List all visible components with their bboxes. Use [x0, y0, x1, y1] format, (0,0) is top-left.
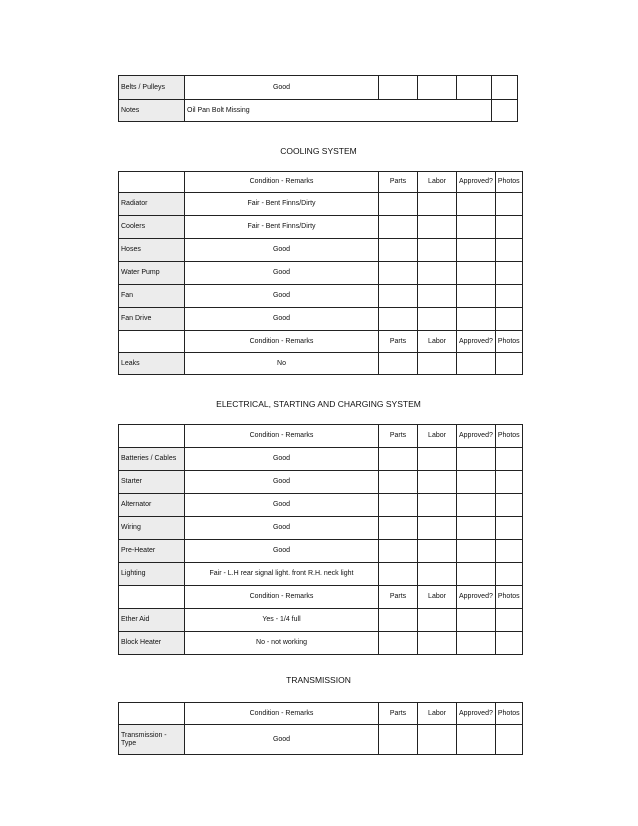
parts-cell [379, 540, 418, 563]
item-label: Lighting [119, 563, 185, 586]
approved-cell [457, 239, 496, 262]
approved-cell [457, 448, 496, 471]
table-row [119, 76, 518, 100]
parts-cell [379, 609, 418, 632]
labor-header: Labor [418, 172, 457, 193]
approved-cell [457, 563, 496, 586]
labor-cell [418, 239, 457, 262]
condition-header: Condition - Remarks [185, 172, 379, 193]
photos-cell [495, 471, 522, 494]
item-label: Wiring [119, 517, 185, 540]
condition-header: Condition - Remarks [185, 425, 379, 448]
labor-cell [418, 262, 457, 285]
labor-cell [418, 494, 457, 517]
item-label: Coolers [119, 216, 185, 239]
item-label: Transmission - Type [119, 725, 185, 755]
photos-cell [495, 725, 522, 755]
notes-text: Oil Pan Bolt Missing [185, 100, 492, 122]
condition-remark: No - not working [185, 632, 379, 655]
condition-remark: Good [185, 285, 379, 308]
approved-header: Approved? [457, 331, 496, 353]
approved-cell [457, 353, 496, 375]
labor-cell [418, 609, 457, 632]
condition-header: Condition - Remarks [185, 586, 379, 609]
approved-header: Approved? [457, 703, 496, 725]
photos-header: Photos [495, 425, 522, 448]
header-row [119, 172, 523, 193]
photos-cell [495, 262, 522, 285]
item-label: Leaks [119, 353, 185, 375]
table-row [119, 239, 523, 262]
photos-header: Photos [495, 586, 522, 609]
header-row [119, 331, 523, 353]
item-label: Pre-Heater [119, 540, 185, 563]
labor-cell [418, 725, 457, 755]
item-label: Hoses [119, 239, 185, 262]
condition-remark: Good [185, 448, 379, 471]
parts-cell [379, 285, 418, 308]
condition-remark: Good [185, 540, 379, 563]
approved-cell [457, 262, 496, 285]
table-row [119, 725, 523, 755]
table-row [119, 262, 523, 285]
parts-cell [379, 262, 418, 285]
labor-cell [418, 471, 457, 494]
item-header [119, 586, 185, 609]
item-header [119, 703, 185, 725]
item-label: Belts / Pulleys [119, 76, 185, 100]
table-row [119, 471, 523, 494]
parts-cell [379, 353, 418, 375]
approved-header: Approved? [457, 586, 496, 609]
header-row [119, 425, 523, 448]
photos-cell [495, 609, 522, 632]
section-title-transmission: TRANSMISSION [286, 675, 351, 685]
header-row [119, 586, 523, 609]
item-label: Water Pump [119, 262, 185, 285]
condition-remark: Good [185, 76, 379, 100]
item-header [119, 172, 185, 193]
photos-cell [495, 285, 522, 308]
approved-cell [457, 471, 496, 494]
photos-cell [495, 353, 522, 375]
labor-header: Labor [418, 331, 457, 353]
parts-cell [379, 239, 418, 262]
table-row [119, 100, 518, 122]
approved-cell [457, 632, 496, 655]
photos-cell [495, 448, 522, 471]
condition-remark: Good [185, 471, 379, 494]
parts-cell [379, 216, 418, 239]
photos-cell [495, 494, 522, 517]
labor-header: Labor [418, 586, 457, 609]
approved-cell [457, 540, 496, 563]
item-label: Fan Drive [119, 308, 185, 331]
condition-remark: Fair - L.H rear signal light. front R.H. neck light [185, 563, 379, 586]
parts-cell [379, 517, 418, 540]
approved-cell [457, 193, 496, 216]
photos-cell [495, 216, 522, 239]
item-label: Fan [119, 285, 185, 308]
labor-cell [418, 308, 457, 331]
table-row [119, 285, 523, 308]
item-label: Batteries / Cables [119, 448, 185, 471]
photos-cell [495, 239, 522, 262]
labor-cell [418, 632, 457, 655]
approved-cell [457, 76, 492, 100]
approved-cell [457, 609, 496, 632]
item-header [119, 425, 185, 448]
item-label: Starter [119, 471, 185, 494]
header-row [119, 703, 523, 725]
engine-table-tail [118, 75, 518, 122]
labor-header: Labor [418, 703, 457, 725]
condition-remark: Fair - Bent Finns/Dirty [185, 216, 379, 239]
condition-remark: Good [185, 262, 379, 285]
photos-cell [495, 632, 522, 655]
table-row [119, 448, 523, 471]
condition-remark: Yes - 1/4 full [185, 609, 379, 632]
item-label: Radiator [119, 193, 185, 216]
parts-cell [379, 725, 418, 755]
condition-remark: Good [185, 494, 379, 517]
table-row [119, 517, 523, 540]
photos-header: Photos [495, 172, 522, 193]
parts-cell [379, 76, 418, 100]
labor-cell [418, 563, 457, 586]
photos-cell [495, 563, 522, 586]
photos-header: Photos [495, 703, 522, 725]
photos-cell [492, 76, 518, 100]
condition-remark: Good [185, 725, 379, 755]
photos-cell [492, 100, 518, 122]
photos-cell [495, 308, 522, 331]
table-row [119, 308, 523, 331]
condition-remark: Good [185, 308, 379, 331]
item-label: Ether Aid [119, 609, 185, 632]
parts-header: Parts [379, 331, 418, 353]
table-row [119, 353, 523, 375]
parts-cell [379, 494, 418, 517]
parts-cell [379, 471, 418, 494]
approved-cell [457, 517, 496, 540]
labor-cell [418, 193, 457, 216]
condition-header: Condition - Remarks [185, 703, 379, 725]
table-row [119, 609, 523, 632]
approved-cell [457, 285, 496, 308]
approved-cell [457, 308, 496, 331]
approved-header: Approved? [457, 425, 496, 448]
approved-header: Approved? [457, 172, 496, 193]
labor-cell [418, 353, 457, 375]
electrical-table [118, 424, 523, 655]
table-row [119, 216, 523, 239]
item-label: Alternator [119, 494, 185, 517]
condition-remark: No [185, 353, 379, 375]
table-row [119, 632, 523, 655]
item-label: Notes [119, 100, 185, 122]
table-row [119, 193, 523, 216]
parts-header: Parts [379, 703, 418, 725]
approved-cell [457, 494, 496, 517]
condition-remark: Good [185, 239, 379, 262]
photos-cell [495, 517, 522, 540]
condition-header: Condition - Remarks [185, 331, 379, 353]
photos-cell [495, 193, 522, 216]
parts-cell [379, 448, 418, 471]
labor-cell [418, 448, 457, 471]
item-header [119, 331, 185, 353]
labor-cell [418, 285, 457, 308]
table-row [119, 494, 523, 517]
table-row [119, 540, 523, 563]
approved-cell [457, 725, 496, 755]
photos-header: Photos [495, 331, 522, 353]
labor-cell [418, 216, 457, 239]
table-row [119, 563, 523, 586]
section-title-electrical: ELECTRICAL, STARTING AND CHARGING SYSTEM [216, 399, 421, 409]
parts-header: Parts [379, 586, 418, 609]
item-label: Block Heater [119, 632, 185, 655]
photos-cell [495, 540, 522, 563]
parts-header: Parts [379, 172, 418, 193]
labor-header: Labor [418, 425, 457, 448]
parts-cell [379, 308, 418, 331]
condition-remark: Fair - Bent Finns/Dirty [185, 193, 379, 216]
parts-cell [379, 563, 418, 586]
section-title-cooling: COOLING SYSTEM [280, 146, 357, 156]
parts-cell [379, 632, 418, 655]
parts-cell [379, 193, 418, 216]
labor-cell [418, 76, 457, 100]
labor-cell [418, 540, 457, 563]
cooling-table [118, 171, 523, 375]
approved-cell [457, 216, 496, 239]
condition-remark: Good [185, 517, 379, 540]
transmission-table [118, 702, 523, 755]
parts-header: Parts [379, 425, 418, 448]
labor-cell [418, 517, 457, 540]
